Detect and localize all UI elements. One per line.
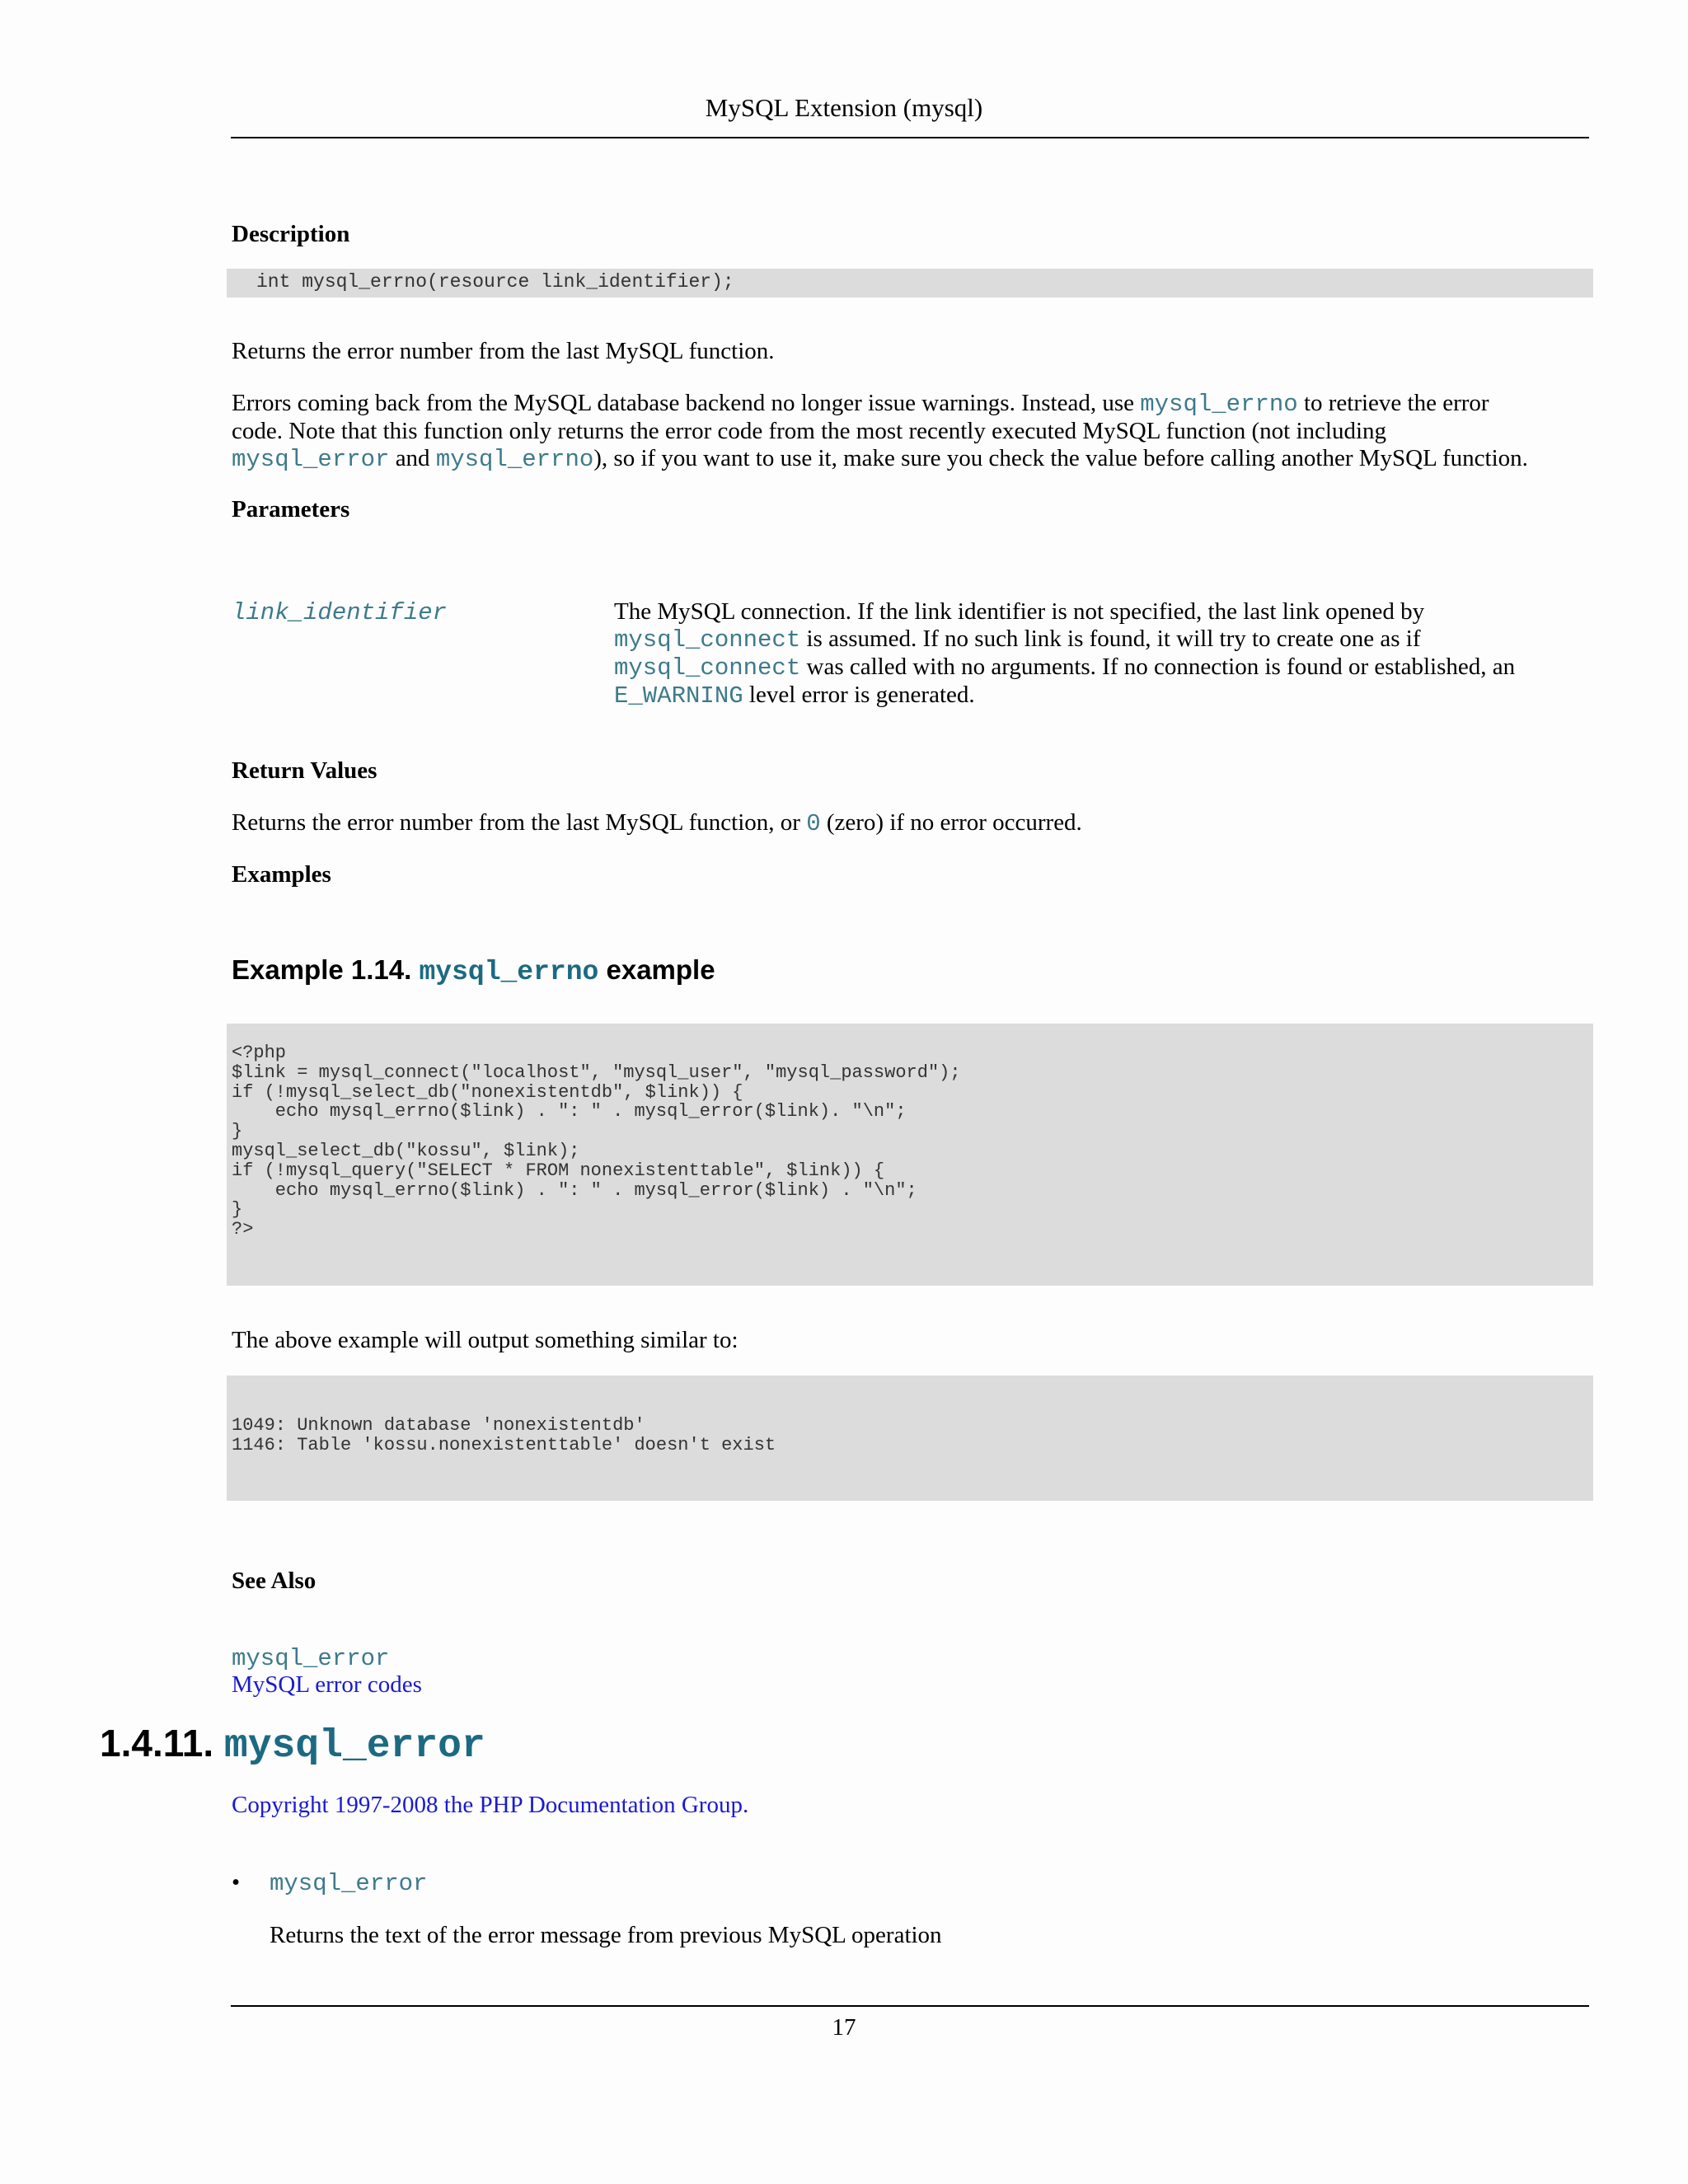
header-rule xyxy=(231,137,1589,138)
description-paragraph: Errors coming back from the MySQL database backend no longer issue warnings. Instead, use mysql_errno to retrieve the error code. Note that this function only returns the error code from the most recently executed MySQL function (not including mysql_error and mysql_errno), so if you want to use it, make sure you check the value before calling another MySQL function. xyxy=(232,390,1528,473)
parameters-heading: Parameters xyxy=(232,496,350,523)
section-title xyxy=(100,1721,485,1769)
page-header-title: MySQL Extension (mysql) xyxy=(705,93,983,122)
see-also-error-codes-link[interactable]: MySQL error codes xyxy=(232,1671,422,1698)
examples-heading: Examples xyxy=(232,861,331,888)
example-title: Example 1.14. mysql_errno example xyxy=(232,954,715,987)
mysql-errno-link[interactable]: mysql_errno xyxy=(1140,391,1298,418)
mysql-error-link[interactable]: mysql_error xyxy=(232,446,390,473)
description-heading: Description xyxy=(232,221,350,247)
section-number: 1.4.11. xyxy=(100,1722,214,1765)
bullet-marker: • xyxy=(232,1869,241,1896)
section-function-name: mysql_error xyxy=(223,1724,485,1769)
e-warning-link[interactable]: E_WARNING xyxy=(614,682,743,710)
return-values-text: Returns the error number from the last MySQL function, or 0 (zero) if no error occurred. xyxy=(232,809,1082,837)
see-also-heading: See Also xyxy=(232,1568,316,1594)
zero-literal: 0 xyxy=(806,810,821,837)
bullet-description: Returns the text of the error message from previous MySQL operation xyxy=(270,1922,942,1948)
example-code-block: <?php $link = mysql_connect("localhost", "mysql_user", "mysql_password"); if (!mysql_select_db("nonexistentdb", $link)) { echo mysql_errno($link) . ": " . mysql_error($link). "\n"; } mysql_select_db("kossu", $link); if (!mysql_query("SELECT * FROM nonexistenttable", $link)) { echo mysql_errno($link) . ": " . mysql_error($link) . "\n"; } ?> xyxy=(227,1024,1593,1286)
mysql-errno-link[interactable]: mysql_errno xyxy=(435,446,594,473)
bullet-mysql-error-link[interactable]: mysql_error xyxy=(270,1870,428,1897)
example-output-block: 1049: Unknown database 'nonexistentdb' 1146: Table 'kossu.nonexistenttable' doesn't exist xyxy=(227,1376,1593,1501)
page-number: 17 xyxy=(832,2014,856,2041)
parameter-name: link_identifier xyxy=(232,599,448,626)
return-values-heading: Return Values xyxy=(232,757,377,784)
function-signature: int mysql_errno(resource link_identifier); xyxy=(227,269,1593,298)
copyright-link[interactable]: Copyright 1997-2008 the PHP Documentation Group. xyxy=(232,1792,749,1818)
see-also-mysql-error-link[interactable]: mysql_error xyxy=(232,1645,390,1672)
mysql-connect-link[interactable]: mysql_connect xyxy=(614,626,801,654)
example-output-intro: The above example will output something similar to: xyxy=(232,1327,738,1353)
description-summary: Returns the error number from the last MySQL function. xyxy=(232,338,775,364)
footer-rule xyxy=(231,2005,1589,2007)
parameter-description: The MySQL connection. If the link identifier is not specified, the last link opened by mysql_connect is assumed. If no such link is found, it will try to create one as if mysql_connect was called with no arguments. If no connection is found or established, an E_WARNING level error is generated. xyxy=(614,598,1516,710)
mysql-connect-link[interactable]: mysql_connect xyxy=(614,654,801,682)
